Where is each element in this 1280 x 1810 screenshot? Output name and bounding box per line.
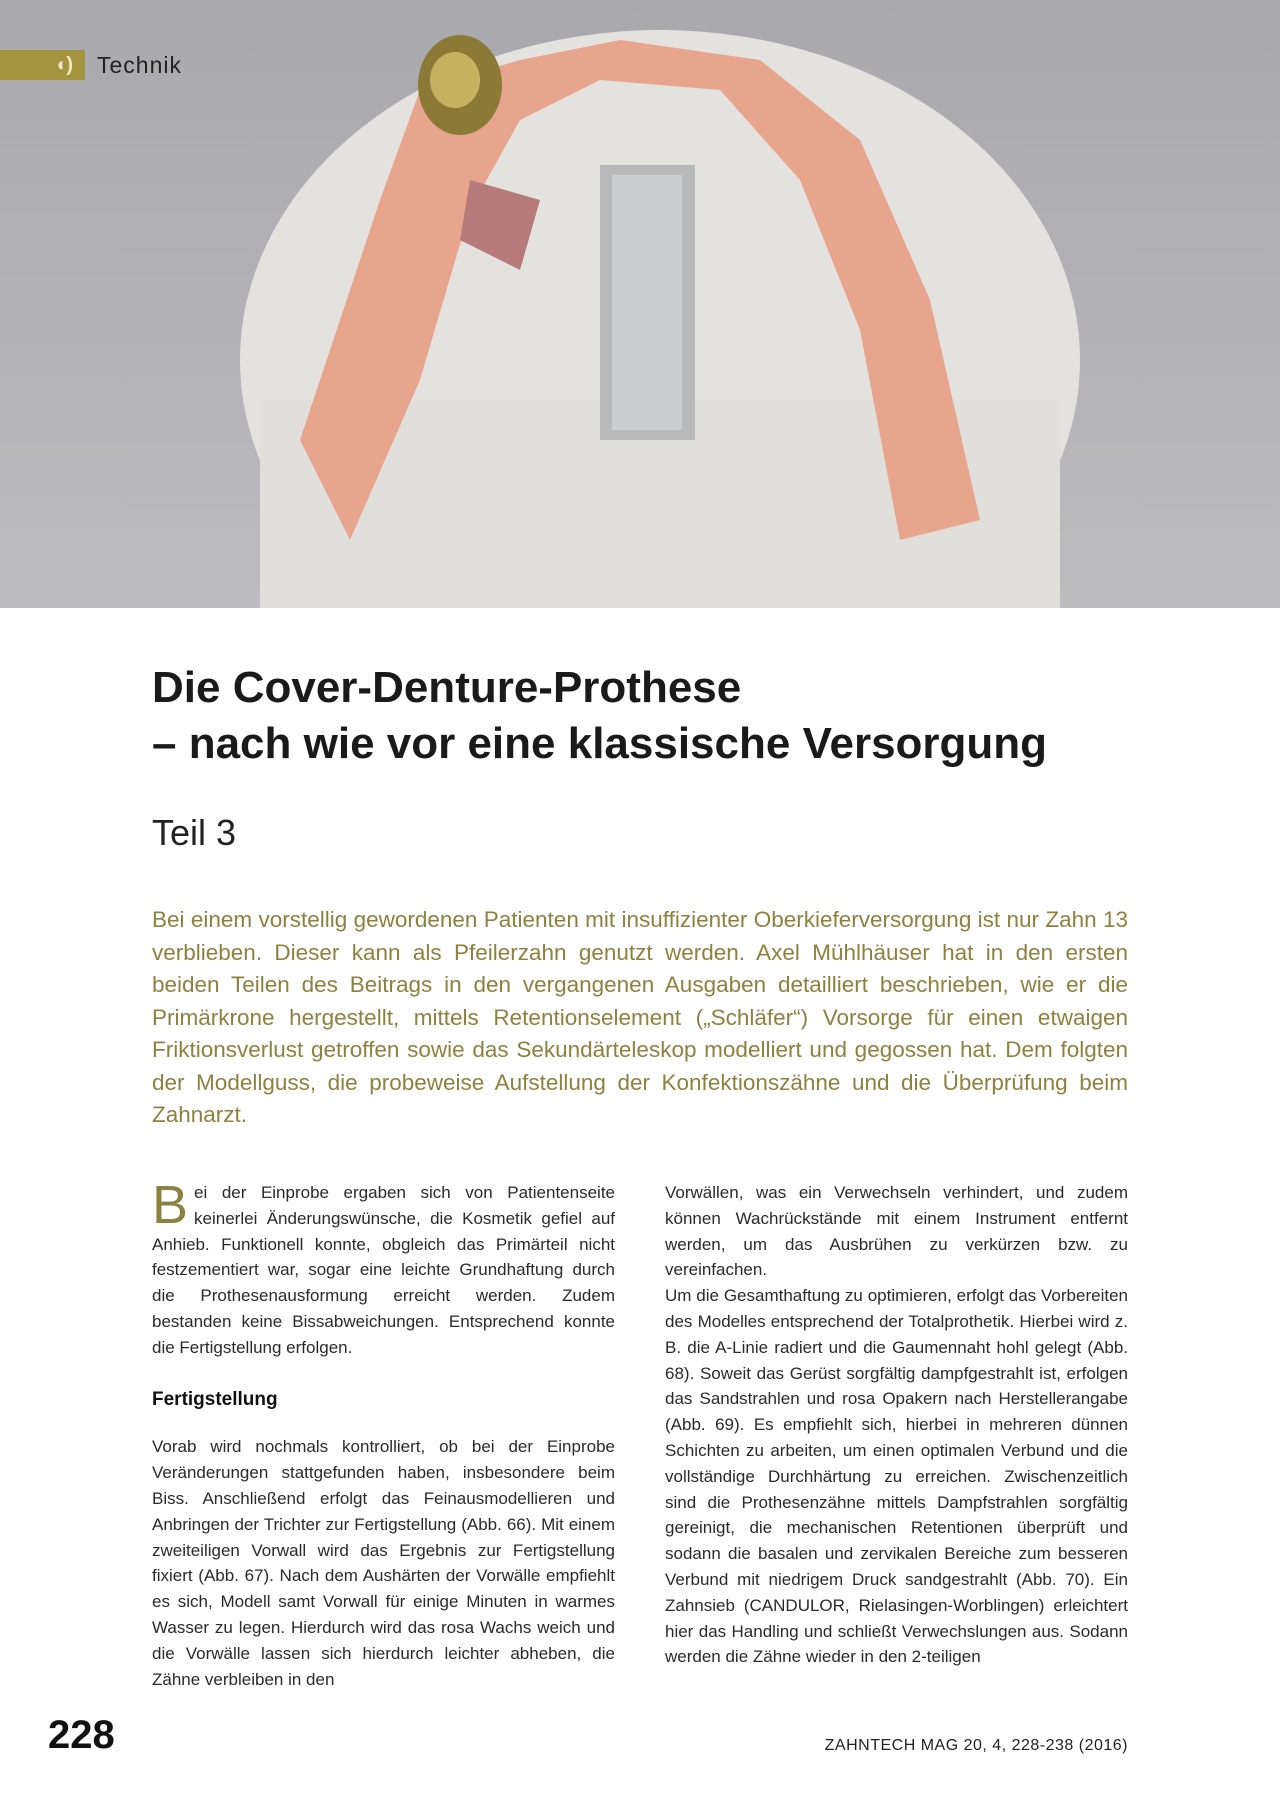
body-paragraph: Vorab wird nochmals kontrolliert, ob bei der Einprobe Veränderungen stattgefunden haben, insbesondere beim Biss. Anschließend erfolgt das Feinausmodellieren und Anbringen der Trichter zur Fertigstellung (Abb. 66). Mit einem zweiteiligen Vorwall wird das Ergebnis zur Fertigstellung fixiert (Abb. 67). Nach dem Aushärten der Vorwälle empfiehlt es sich, Modell samt Vorwall für einige Minuten in warmes Wasser zu legen. Hierdurch wird das rosa Wachs weich und die Vorwälle lassen sich hierdurch leichter abheben, die Zähne verbleiben in den xyxy=(152,1437,615,1689)
article-subtitle: Teil 3 xyxy=(152,812,237,853)
intro-text: ei der Einprobe ergaben sich von Patientenseite keinerlei Änderungswünsche, die Kosmetik gefiel auf Anhieb. Funktionell konnte, obgleich das Primärteil nicht festzementiert war, sogar eine leichte Grundhaftung durch die Prothesenausformung erreicht werden. Zudem bestanden keine Bissabweichungen. Entsprechend konnte die Fertigstellung erfolgen. xyxy=(152,1183,615,1357)
body-paragraph: Vorwällen, was ein Verwechseln verhindert, und zudem können Wachrückstände mit einem Instrument entfernt werden, um das Ausbrühen zu verkürzen bzw. zu vereinfachen. xyxy=(665,1183,1128,1280)
lead-paragraph: Bei einem vorstellig gewordenen Patienten mit insuffizienter Oberkieferversorgung ist nur Zahn 13 verblieben. Dieser kann als Pfeilerzahn genutzt werden. Axel Mühlhäuser hat in den ersten beiden Teilen des Beitrags in den vergangenen Ausgaben detailliert beschrieben, wie er die Primärkrone hergestellt, mittels Retentionselement („Schläfer“) Vorsorge für einen etwaigen Friktionsverlust getroffen sowie das Sekundärteleskop modelliert und gegossen hat. Dem folgten der Modellguss, die probeweise Aufstellung der Konfektionszähne und die Überprüfung beim Zahnarzt. xyxy=(152,907,1128,1127)
section-heading: Fertigstellung xyxy=(152,1388,278,1410)
article-photo-denture-framework xyxy=(0,0,1280,608)
drop-cap: B xyxy=(152,1175,189,1235)
sound-wave-icon: ◖) xyxy=(0,50,85,80)
title-line-2: – nach wie vor eine klassische Versorgung xyxy=(152,719,1048,768)
column-left xyxy=(152,1175,615,1692)
section-tag xyxy=(0,50,182,80)
page-number: 228 xyxy=(48,1713,115,1757)
journal-citation: ZAHNTECH MAG 20, 4, 228-238 (2016) xyxy=(824,1737,1128,1754)
article-title xyxy=(152,660,1047,772)
title-line-1: Die Cover-Denture-Prothese xyxy=(152,663,742,712)
section-label: Technik xyxy=(97,51,182,78)
body-paragraph: Um die Gesamthaftung zu optimieren, erfolgt das Vorbereiten des Modelles entsprechend der Totalprothetik. Hierbei wird z. B. die A-Linie radiert und die Gaumennaht hohl gelegt (Abb. 68). Soweit das Gerüst sorgfältig dampfgestrahlt ist, erfolgen das Sandstrahlen und rosa Opakern nach Herstellerangabe (Abb. 69). Es empfiehlt sich, hierbei in mehreren dünnen Schichten zu arbeiten, um einen optimalen Verbund und die vollständige Durchhärtung zu erreichen. Zwischenzeitlich sind die Prothesenzähne mittels Dampfstrahlen sorgfältig gereinigt, die mechanischen Retentionen überprüft und sodann die basalen und zervikalen Bereiche zum besseren Verbund mit niedrigem Druck sandgestrahlt (Abb. 70). Ein Zahnsieb (CANDULOR, Rielasingen-Worblingen) erleichtert hier das Handling und schließt Verwechslungen aus. Sodann werden die Zähne wieder in den 2-teiligen xyxy=(665,1286,1128,1667)
column-right xyxy=(665,1180,1128,1670)
intro-paragraph xyxy=(152,1175,615,1361)
